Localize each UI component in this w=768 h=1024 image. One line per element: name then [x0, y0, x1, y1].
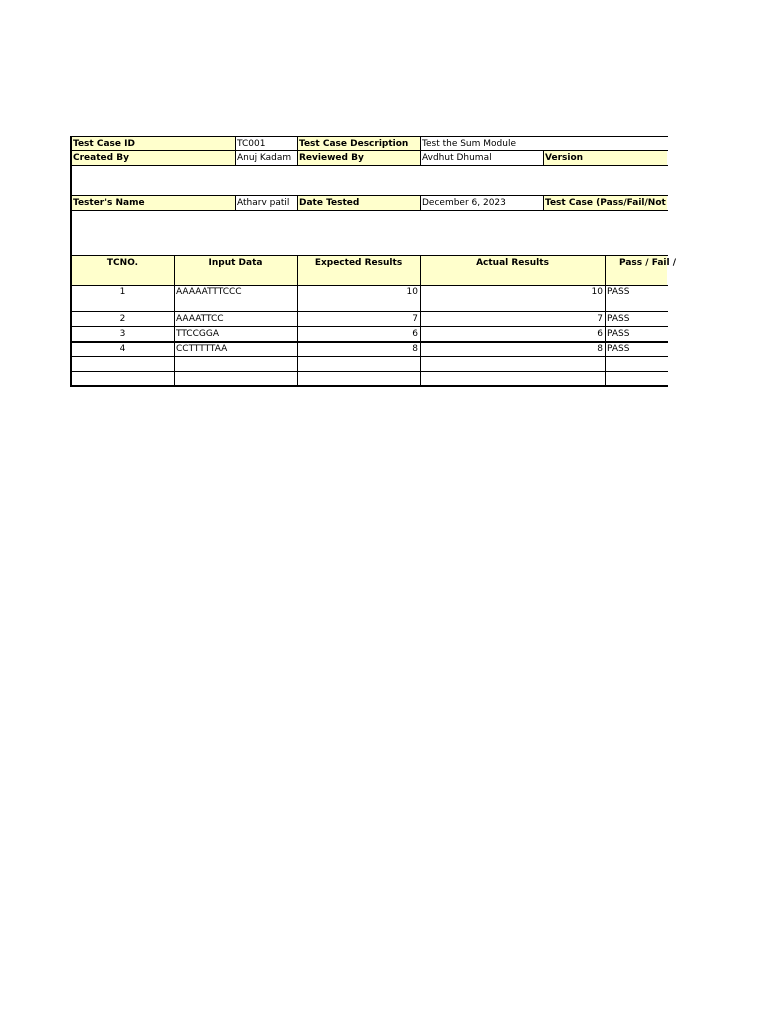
date-tested-label: Date Tested: [297, 196, 420, 210]
grid-line: [174, 255, 175, 386]
grid-line: [420, 136, 421, 166]
table-row-4-tcno: 4: [119, 344, 126, 354]
column-header-pass-fail: Pass / Fail /: [605, 256, 667, 285]
table-row-2-tcno: 2: [119, 314, 126, 324]
grid-line: [71, 311, 668, 312]
grid-line: [297, 255, 298, 386]
grid-line: [70, 136, 72, 387]
date-tested-value[interactable]: December 6, 2023: [422, 198, 506, 208]
grid-line: [235, 136, 236, 166]
grid-line: [71, 285, 668, 286]
testers-name-value[interactable]: Atharv patil: [237, 198, 290, 208]
created-by-label: Created By: [71, 151, 235, 165]
grid-line: [71, 136, 668, 137]
table-row-1-actual: 10: [591, 287, 603, 297]
grid-line: [71, 326, 668, 327]
grid-line: [297, 136, 298, 166]
table-row-4-expected: 8: [412, 344, 418, 354]
table-row-2-actual: 7: [597, 314, 603, 324]
test-case-description-value[interactable]: Test the Sum Module: [422, 139, 516, 149]
grid-line: [420, 255, 421, 386]
reviewed-by-value[interactable]: Avdhut Dhumal: [422, 153, 492, 163]
grid-line: [71, 210, 668, 211]
table-row-3-tcno: 3: [119, 329, 126, 339]
table-row-2-expected: 7: [412, 314, 418, 324]
test-case-description-label: Test Case Description: [297, 137, 420, 151]
table-row-4-status: PASS: [607, 344, 630, 354]
table-row-3-actual: 6: [597, 329, 603, 339]
grid-line: [297, 195, 298, 211]
grid-line: [71, 165, 668, 166]
grid-line: [71, 150, 668, 151]
column-header-input-data: Input Data: [174, 256, 297, 285]
reviewed-by-label: Reviewed By: [297, 151, 420, 165]
grid-line: [420, 195, 421, 211]
grid-line: [71, 195, 668, 196]
test-case-result-label: Test Case (Pass/Fail/Not: [545, 198, 666, 208]
table-row-2-input: AAAATTCC: [176, 314, 224, 324]
table-row-3-expected: 6: [412, 329, 418, 339]
grid-line: [71, 356, 668, 357]
table-row-1-expected: 10: [406, 287, 418, 297]
test-case-id-label: Test Case ID: [71, 137, 235, 151]
table-row-1-tcno: 1: [119, 287, 126, 297]
grid-line: [543, 150, 544, 166]
grid-line: [71, 371, 668, 372]
grid-line: [71, 385, 668, 387]
column-header-expected-results: Expected Results: [297, 256, 420, 285]
table-row-1-input: AAAAATTTCCC: [176, 287, 242, 297]
table-row-2-status: PASS: [607, 314, 630, 324]
grid-line: [71, 341, 668, 343]
grid-line: [605, 255, 606, 386]
column-header-tcno: TCNO.: [71, 256, 174, 285]
table-row-3-input: TTCCGGA: [176, 329, 219, 339]
grid-line: [543, 195, 544, 211]
version-label: Version: [543, 151, 667, 165]
table-row-4-actual: 8: [597, 344, 603, 354]
testers-name-label: Tester's Name: [71, 196, 235, 210]
table-row-1-status: PASS: [607, 287, 630, 297]
grid-line: [71, 255, 668, 256]
test-case-id-value[interactable]: TC001: [237, 139, 266, 149]
column-header-actual-results: Actual Results: [420, 256, 605, 285]
table-row-3-status: PASS: [607, 329, 630, 339]
grid-line: [235, 195, 236, 211]
created-by-value[interactable]: Anuj Kadam: [237, 153, 292, 163]
table-row-4-input: CCTTTTTAA: [176, 344, 228, 354]
